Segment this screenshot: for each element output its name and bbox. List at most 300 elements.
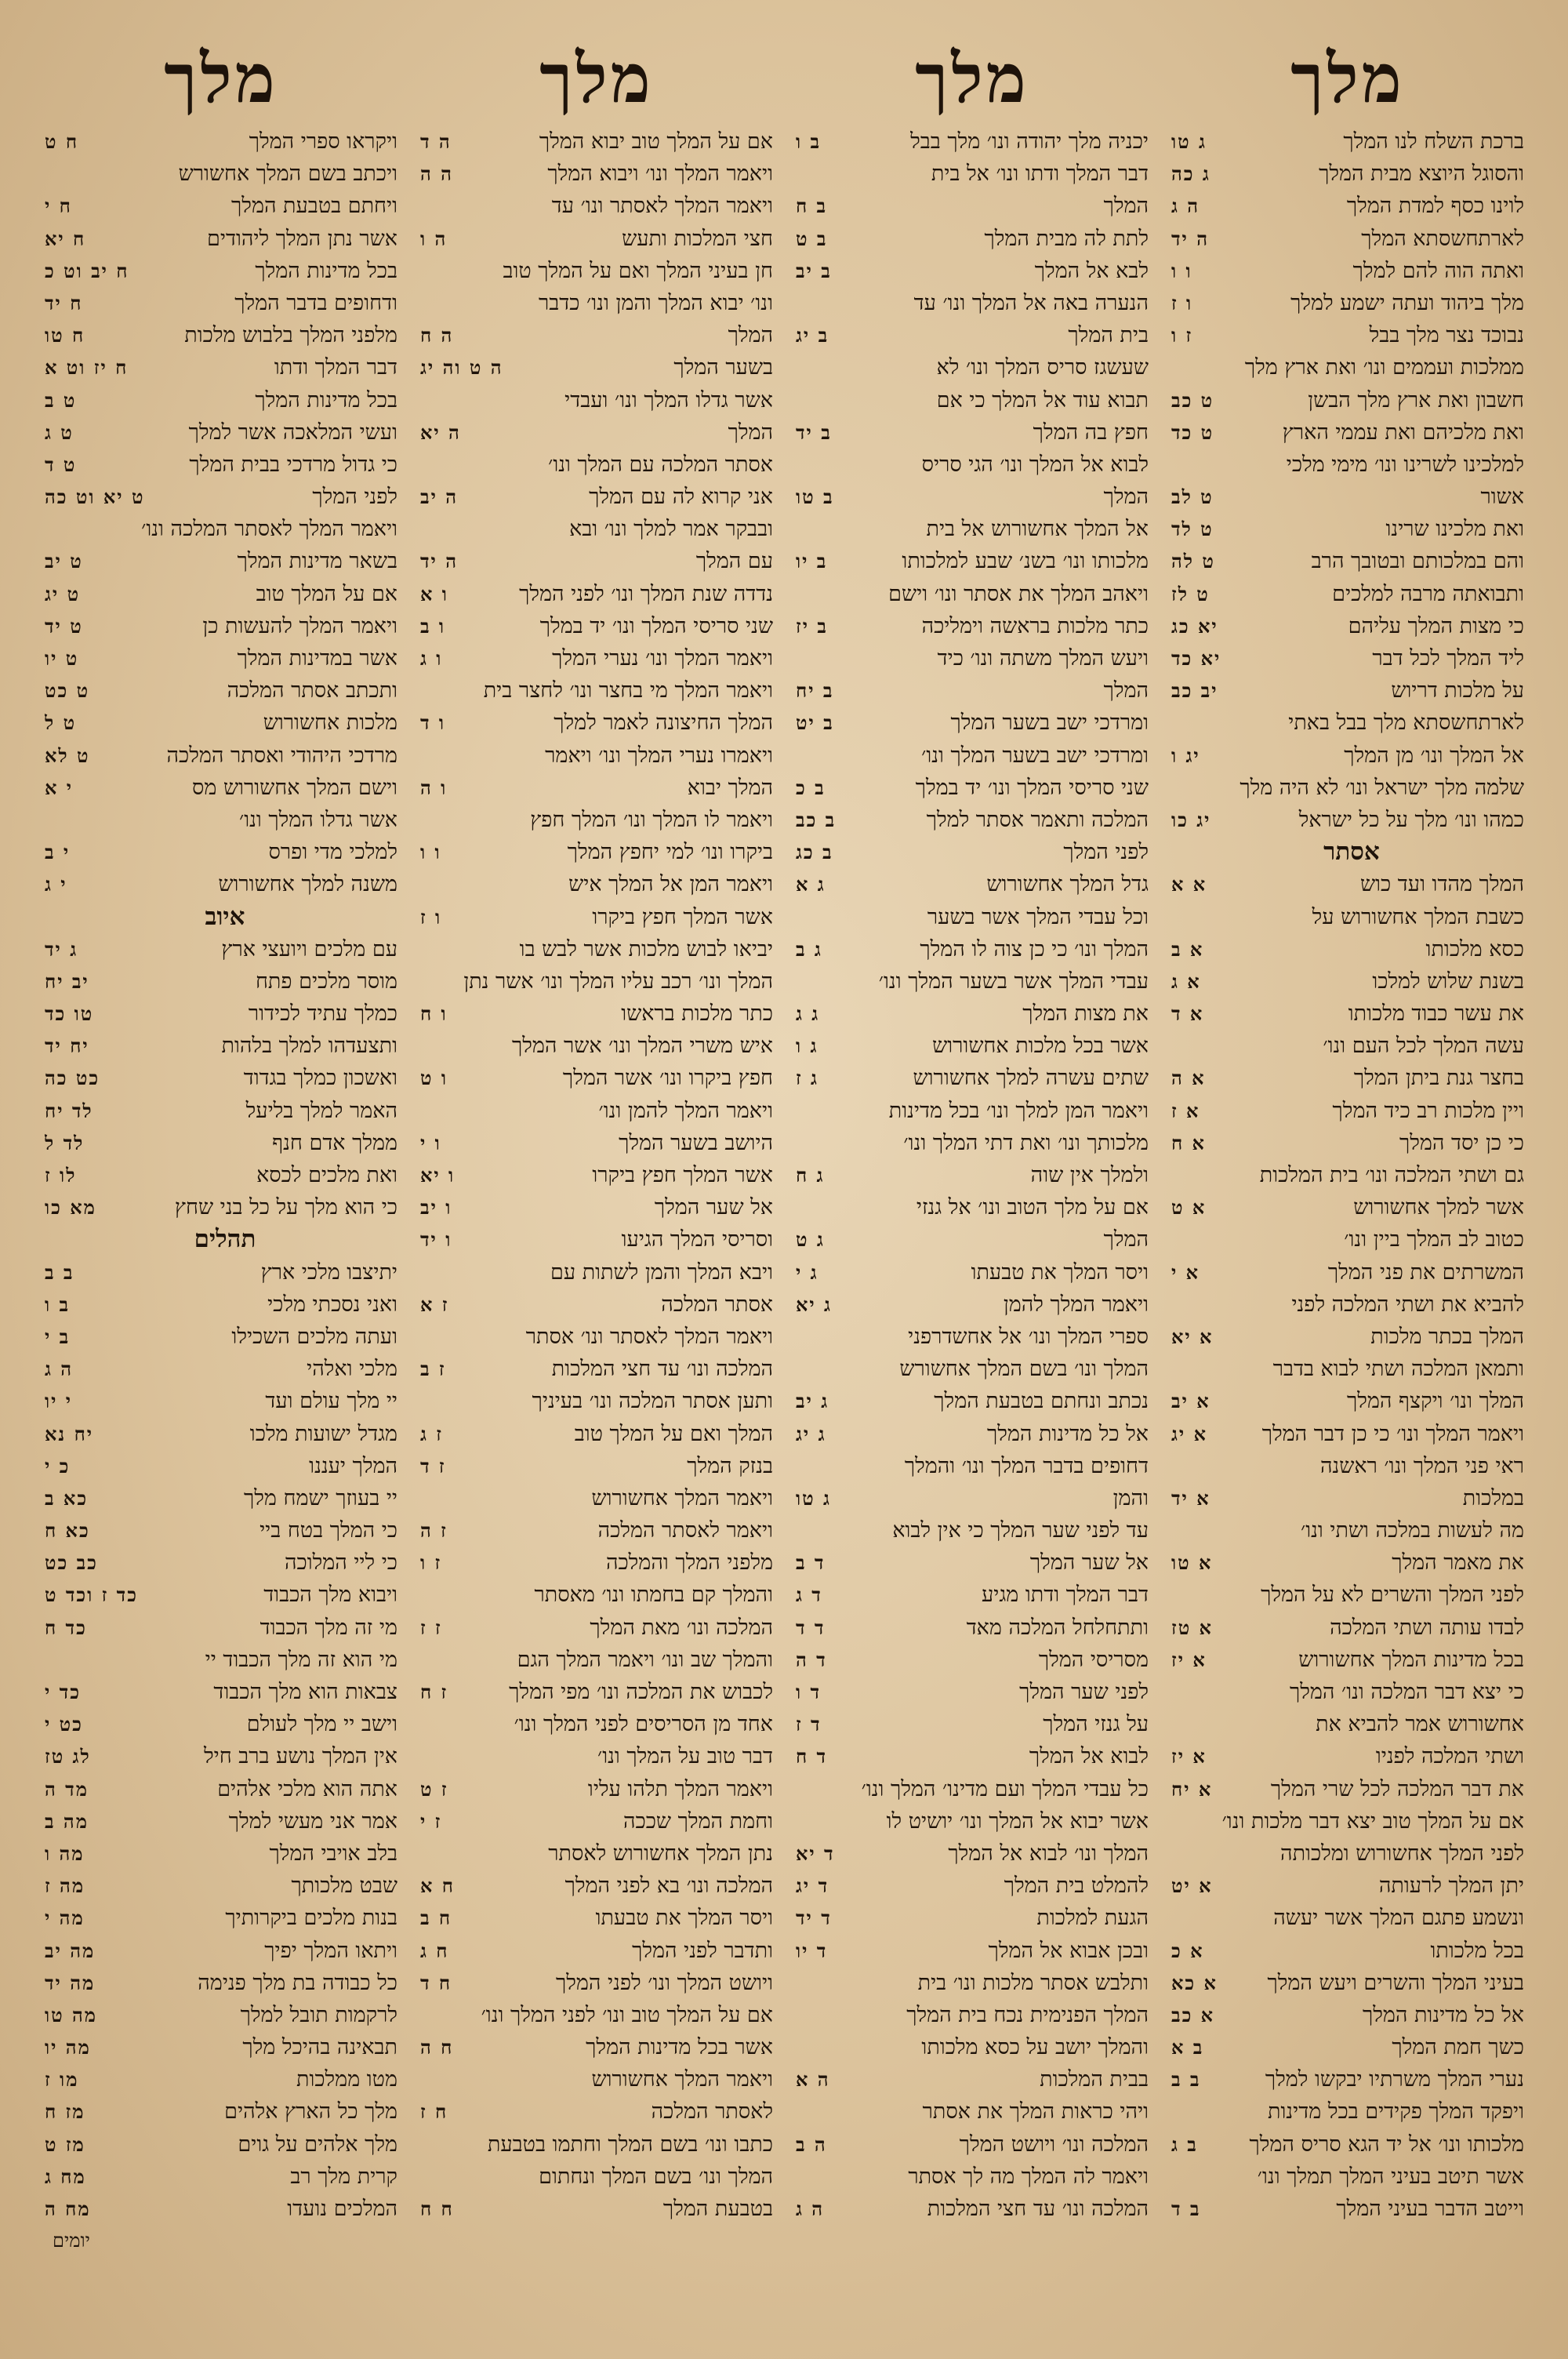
verse-reference: ג טו [796,1486,831,1510]
entry-text: אל כל מדינות המלך [1362,2002,1524,2027]
entry-text: חשבון ואת ארץ מלך הבשן [1308,387,1524,413]
concordance-entry [796,1579,1149,1611]
concordance-entry [796,804,1149,836]
concordance-entry [45,868,397,900]
verse-reference: ט יא וט כה [45,485,145,509]
entry-text: כתר מלכות בראשו [621,1001,773,1027]
entry-text: את מצות המלך [1022,1001,1149,1027]
entry-text: אשר למלך אחשורוש [1353,1195,1524,1220]
concordance-entry [796,1902,1149,1934]
verse-reference: ג ח [796,1164,825,1187]
entry-text: תבוא עוד אל המלך כי אם [936,387,1149,413]
entry-text: בנות מלכים ביקרותיך [225,1906,397,1931]
concordance-entry [420,578,773,610]
concordance-entry [45,1514,397,1547]
concordance-entry [1171,1870,1524,1902]
concordance-entry [45,1644,397,1676]
verse-reference: כט כה [45,1067,100,1090]
entry-text: כל כבודה בת מלך פנימה [198,1970,397,1995]
entry-text: ויחתם בטבעת המלך [231,194,397,219]
concordance-entry [1171,1191,1524,1223]
concordance-entry [45,1837,397,1870]
concordance-entry [1171,190,1524,222]
entry-text: שלמה מלך ישראל ונו׳ לא היה מלך [1240,775,1524,800]
concordance-entry [420,1062,773,1094]
entry-text: ויאמר המן למלך ונו׳ בכל מדינות [888,1098,1149,1123]
verse-reference: ט לד [1171,518,1214,541]
entry-text: מי זה מלך הכבוד [260,1615,397,1640]
entry-text: המלך יבוא [687,775,773,800]
concordance-entry [796,545,1149,577]
verse-reference: א יז [1171,1648,1207,1671]
verse-reference: ה יב [420,485,459,509]
verse-reference: ז ז [420,1616,442,1639]
entry-text: אסתר המלכה [661,1292,773,1317]
concordance-entry [420,642,773,674]
concordance-entry [1171,255,1524,287]
entry-text: איש משרי המלך ונו׳ אשר המלך [511,1034,773,1059]
entry-text: ויעש המלך משתה ונו׳ כיד [937,646,1149,671]
entry-text: עבדי המלך אשר בשער המלך ונו׳ [878,969,1149,994]
concordance-entry [796,1127,1149,1159]
entry-text: המלך [728,323,773,348]
concordance-entry [420,1095,773,1127]
verse-reference: כט י [45,1713,83,1736]
concordance-entry [796,1805,1149,1837]
entry-text: כי הוא מלך על כל בני שחץ [174,1195,397,1220]
entry-text: אם על המלך טוב יצא דבר מלכות ונו׳ [1221,1808,1524,1834]
verse-reference: ב ט [796,227,828,250]
entry-text: שתים עשרה למלך אחשורוש [913,1066,1149,1091]
concordance-entry [796,2095,1149,2128]
verse-reference: א טז [1171,1616,1213,1639]
entry-text: למלכי מדי ופרס [268,840,397,865]
verse-reference: ד ז [796,1713,822,1736]
concordance-entry [45,190,397,222]
concordance-entry [1171,2193,1524,2225]
verse-reference: ג טו [1171,130,1207,153]
entry-text: את עשר כבוד מלכותו [1348,1001,1524,1027]
verse-reference: ז ג [420,1422,443,1445]
entry-text: לפני המלך והשרים לא על המלך [1261,1583,1524,1608]
entry-text: במלכות [1462,1485,1524,1510]
concordance-entry [420,1773,773,1805]
verse-reference: ד יג [796,1874,829,1898]
entry-text: לוינו כסף למדת המלך [1346,194,1524,219]
verse-reference: ט יב [45,550,83,573]
entry-text: לפני המלך [1063,840,1149,865]
verse-reference: מו ז [45,2068,79,2092]
entry-text: יכניה מלך יהודה ונו׳ מלך בבל [910,129,1149,154]
concordance-entry [796,2128,1149,2161]
entry-text: ועתה מלכים השכילו [231,1324,397,1349]
verse-reference: ה ב [796,2132,827,2156]
verse-reference: ב יד [796,420,832,444]
verse-reference: ג יג [796,1422,826,1445]
entry-text: ויאמר המלך אחשורוש [591,2067,773,2092]
entry-text: ויתאו המלך יפיך [264,1938,397,1963]
entry-text: מלכי ואלהי [307,1357,397,1382]
concordance-entry [45,1095,397,1127]
entry-text: ויאמר המלך להמן [1003,1292,1149,1317]
verse-reference: ח יא [45,227,86,250]
entry-text: עם מלכים ויועצי ארץ [221,936,397,961]
concordance-entry [45,933,397,965]
concordance-entry [1171,2095,1524,2128]
entry-text: דבר המלך ודתו מגיע [982,1583,1149,1608]
verse-reference: ב יב [796,259,832,282]
entry-text: מלכות אחשורוש [263,711,397,736]
entry-text: המלכה ונו׳ עד חצי המלכות [927,2197,1149,2221]
verse-reference: ט לז [1171,582,1210,605]
entry-text: דבר טוב על המלך ונו׳ [597,1744,773,1769]
concordance-entry [796,1159,1149,1191]
verse-reference: ח ז [420,2100,448,2124]
concordance-entry [420,319,773,351]
concordance-entry [1171,772,1524,804]
verse-reference: ט ג [45,420,74,444]
entry-text: כמלך עתיד לכידור [248,1001,397,1027]
entry-text: מלכותו ונו׳ בשנ׳ שבע למלכותו [902,549,1149,574]
concordance-entry [420,2161,773,2193]
column-body [40,125,402,2257]
concordance-entry [796,513,1149,545]
verse-reference: א ז [1171,1099,1200,1122]
concordance-entry [45,1579,397,1611]
verse-reference: א טו [1171,1551,1213,1575]
concordance-entry [1171,513,1524,545]
entry-text: יי מלך עולם ועד [265,1389,397,1414]
entry-text: הגעת למלכות [1036,1906,1149,1931]
verse-reference: ג כה [1171,162,1210,186]
entry-text: מלך ביהוד ועתה ישמע למלך [1290,290,1524,315]
concordance-entry [1171,1740,1524,1772]
verse-reference: ז ט [420,1777,448,1801]
verse-reference: ה יד [1171,227,1209,250]
verse-reference: ו יד [420,1228,452,1252]
entry-text: בנזק המלך [687,1453,773,1478]
verse-reference: ט ד [45,453,77,476]
entry-text: המלך יעננו [309,1453,397,1478]
concordance-entry [1171,287,1524,319]
concordance-entry [796,1967,1149,1999]
concordance-entry [45,319,397,351]
verse-reference: א יז [1171,1745,1207,1768]
concordance-entry [796,1223,1149,1256]
concordance-entry [796,1612,1149,1644]
concordance-entry [1171,610,1524,642]
entry-text: ויהי כראות המלך את אסתר [922,2099,1149,2125]
verse-reference: א כ [1171,1939,1204,1962]
entry-text: המלך ונו׳ בשם המלך אחשורש [899,1357,1149,1382]
concordance-entry [796,1740,1149,1772]
concordance-entry [420,158,773,190]
verse-reference: ה ח [420,324,454,347]
verse-reference: ב יט [796,711,834,735]
entry-text: בבית המלכות [1040,2067,1149,2092]
entry-text: וחמת המלך שככה [623,1808,773,1834]
entry-text: מסריסי המלך [1038,1647,1149,1672]
entry-text: ותמאן המלכה ושתי לבוא בדבר [1272,1357,1524,1382]
concordance-entry [420,1612,773,1644]
verse-reference: ו יב [420,1196,452,1219]
entry-text: וסריסי המלך הגיעו [621,1227,773,1252]
concordance-entry [1171,223,1524,255]
entry-text: בלב אויבי המלך [269,1841,397,1866]
verse-reference: מז ח [45,2100,85,2124]
verse-reference: ז ד [420,1454,446,1478]
concordance-entry [1171,545,1524,577]
entry-text: חפץ בה המלך [1033,420,1149,445]
entry-text: והמלך יושב על כסא מלכותו [921,2035,1149,2060]
entry-text: ושתי המלכה לפניו [1375,1744,1524,1769]
verse-reference: יג כו [1171,808,1211,831]
concordance-entry [420,772,773,804]
concordance-entry [796,642,1149,674]
concordance-entry [420,1418,773,1450]
entry-text: נכתב ונחתם בטבעת המלך [934,1389,1149,1414]
entry-text: אשור [1480,485,1524,510]
verse-reference: ז ו [1171,324,1193,347]
concordance-column [791,31,1153,2329]
concordance-entry [1171,1837,1524,1870]
verse-reference: ד יו [796,1939,828,1962]
entry-text: מוסר מלכים פתח [255,969,397,994]
entry-text: אתה הוא מלכי אלהים [217,1776,397,1801]
entry-text: הנערה באה אל המלך ונו׳ עד [913,290,1149,315]
concordance-entry [1171,1062,1524,1094]
entry-text: ויאמר המלך ונו׳ נערי המלך [552,646,773,671]
concordance-entry [420,868,773,900]
verse-reference: יא כג [1171,614,1218,638]
verse-reference: ט יג [45,582,81,605]
entry-text: לאסתר המלכה [651,2099,773,2125]
entry-text: ויבוא מלך הכבוד [263,1583,397,1608]
concordance-entry [1171,319,1524,351]
verse-reference: ח ט [45,130,79,153]
entry-text: כי המלך בטח ביי [260,1518,397,1543]
entry-text: מלכותו ונו׳ אל יד הגא סריס המלך [1249,2132,1524,2157]
verse-reference: ו ו [420,841,441,864]
verse-reference: ט ב [45,388,77,412]
entry-text: ויאמר המלך מי בחצר ונו׳ לחצר בית [483,678,773,703]
entry-text: כי ליי המלוכה [284,1550,397,1576]
concordance-entry [1171,158,1524,190]
concordance-entry [45,1999,397,2031]
entry-text: ויאמר המלך ונו׳ כי כן דבר המלך [1261,1421,1524,1446]
entry-text: אל כל מדינות המלך [986,1421,1149,1446]
concordance-entry [420,804,773,836]
entry-text: שני סריסי המלך ונו׳ יד במלך [539,613,773,638]
concordance-entry [1171,2031,1524,2063]
concordance-entry [45,449,397,481]
entry-text: דבר המלך ודתו ונו׳ אל בית [931,162,1149,187]
entry-text: האמר למלך בליעל [245,1098,397,1123]
entry-text: יתן המלך לרעותה [1378,1874,1524,1899]
entry-text: מלפני המלך והמלכה [605,1550,773,1576]
column-header: מלך [164,38,278,118]
concordance-entry [420,2095,773,2128]
entry-text: כי כן יסד המלך [1399,1130,1524,1155]
concordance-entry [796,2063,1149,2095]
concordance-entry [796,965,1149,998]
concordance-entry [45,578,397,610]
verse-reference: ט לה [1171,550,1215,573]
concordance-entry [420,1450,773,1482]
entry-text: לפני שער המלך [1019,1680,1149,1704]
entry-text: כתר מלכות בראשה וימליכה [921,613,1149,638]
entry-text: ואשכון כמלך בגדוד [243,1066,397,1091]
concordance-entry [1171,707,1524,739]
entry-text: כתבו ונו׳ בשם המלך וחתמו בטבעת [487,2132,773,2157]
verse-reference: טו כד [45,1002,94,1026]
verse-reference: ז ב [420,1358,446,1381]
concordance-entry [45,1289,397,1321]
concordance-entry [420,1676,773,1708]
entry-text: דחופים בדבר המלך ונו׳ והמלך [904,1453,1149,1478]
entry-text: ויקראו ספרי המלך [249,129,397,154]
entry-text: לארתחשסתא המלך [1361,226,1524,251]
entry-text: ויאמר המלך לאסתר ונו׳ עד [551,194,773,219]
verse-reference: ד יא [796,1841,835,1865]
verse-reference: ד יד [796,1906,832,1930]
entry-text: לבא אל המלך [1034,258,1149,283]
verse-reference: ג יב [796,1390,829,1413]
entry-text: ויסר המלך את טבעתו [595,1906,773,1931]
entry-text: לארתחשסתא מלך בבל באתי [1288,711,1524,736]
concordance-entry [1171,1547,1524,1579]
verse-reference: ג ג [796,1002,820,1026]
entry-text: מלכותך ונו׳ ואת דתי המלך ונו׳ [903,1130,1149,1155]
concordance-entry [796,223,1149,255]
verse-reference: ט יו [45,647,79,670]
entry-text: המשרתים את פני המלך [1327,1259,1524,1285]
entry-text: אשר תיטב בעיני המלך תמלך ונו׳ [1257,2164,1524,2189]
entry-text: אשר בכל מלכות אחשורוש [932,1034,1149,1059]
concordance-entry [796,578,1149,610]
verse-reference: א יא [1171,1325,1214,1348]
concordance-entry [796,384,1149,416]
catchword [45,2225,397,2257]
entry-text: ואת מלכיהם ואת עממי הארץ [1282,420,1524,445]
concordance-entry [796,1191,1149,1223]
concordance-entry [796,2193,1149,2225]
entry-text: והמלך שב ונו׳ ויאמר המלך הגם [517,1647,773,1672]
concordance-entry [420,2063,773,2095]
verse-reference: ט כב [1171,388,1214,412]
concordance-entry [420,1321,773,1353]
entry-text: המלך ונו׳ רכב עליו המלך ונו׳ אשר נתן [463,969,773,994]
concordance-entry [420,2031,773,2063]
concordance-entry [1171,1514,1524,1547]
concordance-entry [45,1062,397,1094]
entry-text: בית המלך [1068,323,1149,348]
entry-text: להמלט בית המלך [1004,1874,1149,1899]
entry-text: לרקמות תובל למלך [240,2002,397,2027]
entry-text: יי בעוזך ישמח מלך [244,1485,397,1510]
verse-reference: ה ט וה יג [420,356,503,380]
entry-text: אשר גדלו המלך ונו׳ [238,807,397,832]
verse-reference: ט יד [45,614,83,638]
verse-reference: לד ל [45,1131,85,1154]
concordance-entry [45,2063,397,2095]
concordance-entry [1171,1450,1524,1482]
concordance-entry [796,1256,1149,1289]
entry-text: אחד מן הסריסים לפני המלך ונו׳ [514,1712,773,1737]
verse-reference: ו ט [420,1067,448,1090]
concordance-entry [45,1676,397,1708]
concordance-entry [420,1514,773,1547]
entry-text: צבאות הוא מלך הכבוד [213,1680,397,1704]
concordance-entry [1171,351,1524,383]
concordance-entry [420,1740,773,1772]
concordance-entry [45,481,397,513]
concordance-entry [796,1353,1149,1385]
entry-text: בכל מלכותו [1430,1938,1524,1963]
concordance-entry [796,1837,1149,1870]
entry-text: בשער המלך [673,355,773,380]
entry-text: חפץ ביקרו ונו׳ אשר המלך [562,1066,773,1091]
entry-text: בעיני המלך והשרים ויעש המלך [1267,1970,1524,1995]
concordance-entry [420,1353,773,1385]
concordance-entry [45,2193,397,2225]
entry-text: ספרי המלך ונו׳ אל אחשדרפני [908,1324,1149,1349]
concordance-entry [45,610,397,642]
entry-text: המלך [1103,1227,1149,1252]
entry-text: בשאר מדינות המלך [237,549,397,574]
concordance-entry [45,1935,397,1967]
entry-text: בכל מדינות המלך [255,258,397,283]
verse-reference: א יב [1171,1390,1210,1413]
verse-reference: ה א [796,2068,830,2092]
entry-text: מלפני המלך בלבוש מלכות [184,323,397,348]
verse-reference: ח יב וט כ [45,259,129,282]
entry-text: אם על המלך טוב יבוא המלך [539,129,773,154]
concordance-entry [420,190,773,222]
entry-text: המלך ונו׳ ויקצף המלך [1346,1389,1524,1414]
verse-reference: מח ה [45,2197,91,2220]
entry-text: אם על המלך טוב [256,581,397,606]
concordance-entry [796,1030,1149,1062]
entry-text: והמלך קם בחמתו ונו׳ מאסתר [534,1583,773,1608]
verse-reference: א כא [1171,1971,1218,1994]
verse-reference: ב ב [1171,2068,1201,2092]
concordance-entry [1171,933,1524,965]
verse-reference: ג ט [796,1228,825,1252]
entry-text: ליד המלך לכל דבר [1372,646,1524,671]
verse-reference: ב א [1171,2036,1204,2059]
concordance-entry [420,1935,773,1967]
concordance-entry [796,610,1149,642]
concordance-entry [796,2161,1149,2193]
concordance-entry [1171,1256,1524,1289]
entry-text: ויאהב המלך את אסתר ונו׳ וישם [888,581,1149,606]
entry-text: חן בעיני המלך ואם על המלך טוב [503,258,773,283]
concordance-entry [1171,1418,1524,1450]
entry-text: אני קרוא לה עם המלך [589,485,773,510]
verse-reference: ב טו [796,485,834,509]
verse-reference: י א [45,776,74,799]
verse-reference: ו ז [420,905,442,929]
concordance-entry [45,1385,397,1417]
concordance-entry [1171,1644,1524,1676]
concordance-entry [420,255,773,287]
concordance-entry [1171,804,1524,836]
verse-reference: מה ו [45,1841,85,1865]
concordance-entry [45,223,397,255]
column-header: מלך [915,38,1029,118]
entry-text: לכבוש את המלכה ונו׳ מפי המלך [509,1680,773,1704]
